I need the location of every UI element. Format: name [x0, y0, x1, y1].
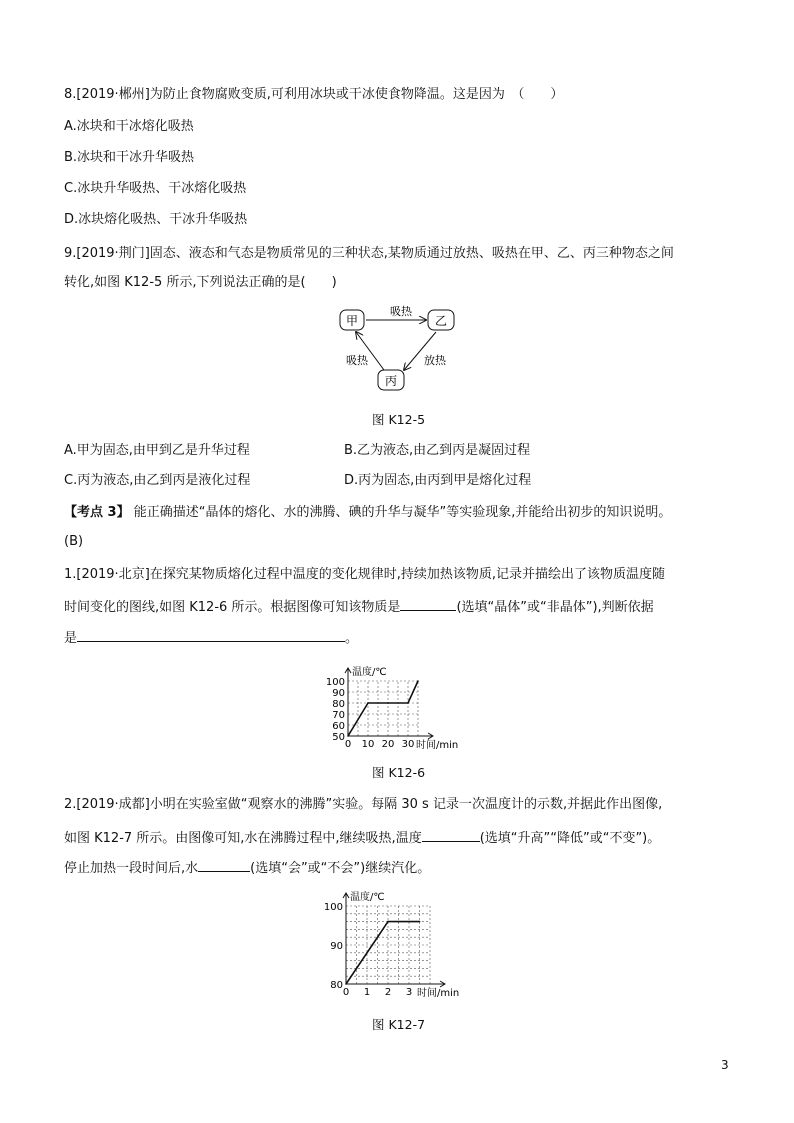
fig-k12-6-caption: 图 K12-6 [372, 765, 426, 780]
kaodian-level: (B) [64, 534, 84, 549]
q2-line1: 2.[2019·成都]小明在实验室做“观察水的沸腾”实验。每隔 30 s 记录一次温度计的示数,并据此作出图像, [64, 797, 663, 812]
y-tick-label: 100 [323, 902, 343, 913]
q1-line3-b: 。 [345, 631, 359, 646]
y-tick-label: 80 [330, 980, 343, 991]
q1-line2-a: 时间变化的图线,如图 K12-6 所示。根据图像可知该物质是 [64, 600, 401, 615]
fig-k12-5-caption: 图 K12-5 [372, 412, 426, 427]
x-axis-label: 时间/min [416, 740, 459, 751]
x-tick-label: 0 [344, 739, 352, 750]
q1-line1: 1.[2019·北京]在探究某物质熔化过程中温度的变化规律时,持续加热该物质,记录并描绘出了该物质温度随 [64, 567, 666, 582]
data-point [419, 921, 421, 923]
y-tick-label: 50 [332, 732, 345, 743]
q8-option-a: A.冰块和干冰熔化吸热 [64, 119, 194, 134]
y-tick-label: 90 [332, 688, 345, 699]
node-bing: 丙 [384, 374, 398, 388]
x-tick-label: 1 [363, 987, 371, 998]
x-tick-label: 2 [384, 987, 392, 998]
kaodian-tag: 【考点 3】 [64, 505, 130, 520]
x-tick-label: 10 [361, 739, 375, 750]
q9-stem-line1: 9.[2019·荆门]固态、液态和气态是物质常见的三种状态,某物质通过放热、吸热在甲、乙、丙三种物态之间 [64, 246, 674, 261]
q2-blank-2[interactable] [198, 857, 250, 872]
q1-blank-1[interactable] [400, 596, 456, 611]
data-point [347, 735, 349, 737]
q2-line2-b: (选填“升高”“降低”或“不变”)。 [479, 831, 661, 846]
node-yi: 乙 [434, 314, 448, 328]
chart-k12-6 [318, 656, 498, 751]
y-axis-label: 温度/℃ [350, 892, 385, 903]
q2-line3 [64, 857, 430, 878]
data-point [387, 921, 389, 923]
q8-stem: 8.[2019·郴州]为防止食物腐败变质,可利用冰块或干冰使食物降温。这是因为 （ ） [64, 87, 564, 102]
data-point [407, 702, 409, 704]
y-axis-label: 温度/℃ [352, 667, 387, 678]
data-point [417, 680, 419, 682]
data-point [345, 983, 347, 985]
q8-option-b: B.冰块和干冰升华吸热 [64, 150, 195, 165]
q9-option-d: D.丙为固态,由丙到甲是熔化过程 [344, 473, 532, 488]
q2-line2-a: 如图 K12-7 所示。由图像可知,水在沸腾过程中,继续吸热,温度 [64, 831, 422, 846]
q9-stem-line2: 转化,如图 K12-5 所示,下列说法正确的是( ) [64, 275, 337, 290]
kaodian-3 [64, 504, 671, 522]
q2-blank-1[interactable] [422, 827, 480, 842]
kaodian-text: 能正确描述“晶体的熔化、水的沸腾、碘的升华与凝华”等实验现象,并能给出初步的知识说明。 [133, 505, 672, 520]
q1-line2-b: (选填“晶体”或“非晶体”),判断依据 [456, 600, 654, 615]
state-transition-diagram [330, 300, 470, 400]
label-bc: 放热 [424, 354, 446, 367]
chart-k12-7 [318, 886, 498, 1001]
q9-option-a: A.甲为固态,由甲到乙是升华过程 [64, 443, 250, 458]
x-tick-label: 20 [381, 739, 395, 750]
x-axis-label: 时间/min [417, 988, 460, 999]
y-tick-label: 100 [325, 677, 345, 688]
x-tick-label: 30 [401, 739, 415, 750]
q9-option-c: C.丙为液态,由乙到丙是液化过程 [64, 473, 251, 488]
label-ab: 吸热 [390, 305, 412, 318]
q2-line3-b: (选填“会”或“不会”)继续汽化。 [250, 861, 431, 876]
y-tick-label: 70 [332, 710, 345, 721]
q2-line3-a: 停止加热一段时间后,水 [64, 861, 199, 876]
q1-line3 [64, 627, 358, 648]
data-point [367, 702, 369, 704]
page-number: 3 [721, 1058, 729, 1072]
label-ca: 吸热 [346, 354, 368, 367]
q1-line2 [64, 596, 654, 617]
y-tick-label: 60 [332, 721, 345, 732]
q8-option-d: D.冰块熔化吸热、干冰升华吸热 [64, 212, 248, 227]
fig-k12-7-caption: 图 K12-7 [372, 1017, 426, 1032]
q8-option-c: C.冰块升华吸热、干冰熔化吸热 [64, 181, 247, 196]
q1-line3-a: 是 [64, 631, 78, 646]
y-tick-label: 80 [332, 699, 345, 710]
q9-option-b: B.乙为液态,由乙到丙是凝固过程 [344, 443, 531, 458]
node-jia: 甲 [345, 314, 359, 328]
q2-line2 [64, 827, 660, 848]
data-point [387, 702, 389, 704]
x-tick-label: 3 [405, 987, 413, 998]
data-line [348, 681, 418, 736]
y-tick-label: 90 [330, 941, 343, 952]
x-tick-label: 0 [342, 987, 350, 998]
q1-blank-2[interactable] [77, 627, 345, 642]
